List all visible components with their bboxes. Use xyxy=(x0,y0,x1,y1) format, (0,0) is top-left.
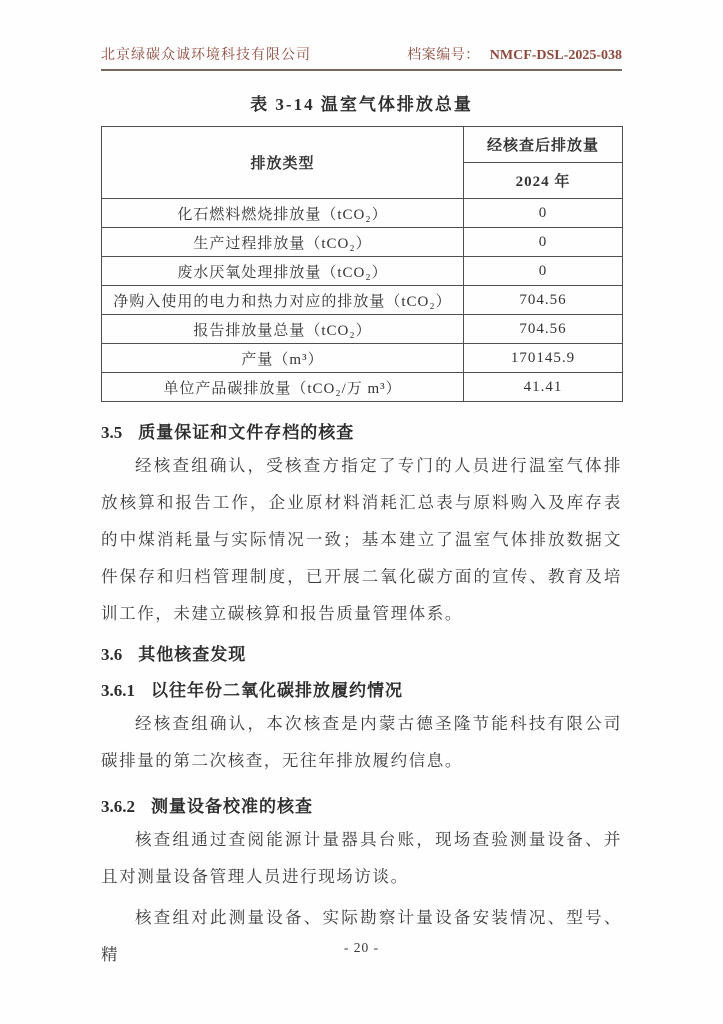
section-3-6-1-paragraph: 经核查组确认，本次核查是内蒙古德圣隆节能科技有限公司碳排量的第二次核查，无往年排放履约信息。 xyxy=(101,714,622,770)
section-title: 其他核查发现 xyxy=(138,645,247,664)
row-value: 0 xyxy=(464,199,623,228)
row-label: 净购入使用的电力和热力对应的排放量（tCO₂） xyxy=(102,286,464,315)
section-3-6-2-paragraph-2: 核查组对此测量设备、实际勘察计量设备安装情况、型号、精 xyxy=(101,908,622,964)
column-header-verified-emissions: 经核查后排放量 xyxy=(464,127,623,163)
table-row xyxy=(102,199,623,228)
section-title: 以往年份二氧化碳排放履约情况 xyxy=(151,681,403,700)
table-header-row xyxy=(102,127,623,163)
file-number-value: NMCF-DSL-2025-038 xyxy=(489,48,622,63)
row-label: 生产过程排放量（tCO₂） xyxy=(102,228,464,257)
section-3-5-paragraph: 经核查组确认，受核查方指定了专门的人员进行温室气体排放核算和报告工作，企业原材料消耗汇总表与原料购入及库存表的中煤消耗量与实际情况一致；基本建立了温室气体排放数据文件保存和归档管理制度，已开展二氧化碳方面的宣传、教育及培训工作，未建立碳核算和报告质量管理体系。 xyxy=(101,456,622,623)
row-value: 704.56 xyxy=(464,315,623,344)
table-row xyxy=(102,257,623,286)
section-heading-3-6 xyxy=(101,640,622,665)
row-label: 报告排放量总量（tCO₂） xyxy=(102,315,464,344)
section-number: 3.5 xyxy=(101,423,123,442)
row-value: 41.41 xyxy=(464,373,623,402)
row-value: 170145.9 xyxy=(464,344,623,373)
table-row xyxy=(102,373,623,402)
section-heading-3-6-2 xyxy=(101,792,622,817)
file-number xyxy=(407,44,622,64)
row-label: 产量（m³） xyxy=(102,344,464,373)
section-title: 质量保证和文件存档的核查 xyxy=(138,423,355,442)
section-heading-3-6-1 xyxy=(101,676,622,701)
row-value: 0 xyxy=(464,257,623,286)
section-number: 3.6.1 xyxy=(101,681,135,700)
table-row xyxy=(102,344,623,373)
table-row xyxy=(102,315,623,344)
row-value: 0 xyxy=(464,228,623,257)
row-label: 废水厌氧处理排放量（tCO₂） xyxy=(102,257,464,286)
page-number: - 20 - xyxy=(343,940,380,955)
column-subheader-year: 2024 年 xyxy=(464,163,623,199)
row-label: 单位产品碳排放量（tCO₂/万 m³） xyxy=(102,373,464,402)
section-3-6-2-paragraph-1: 核查组通过查阅能源计量器具台账，现场查验测量设备、并且对测量设备管理人员进行现场访谈。 xyxy=(101,830,622,886)
section-number: 3.6.2 xyxy=(101,797,135,816)
row-value: 704.56 xyxy=(464,286,623,315)
table-title: 表 3-14 温室气体排放总量 xyxy=(250,95,473,114)
table-row xyxy=(102,286,623,315)
section-title: 测量设备校准的核查 xyxy=(151,797,313,816)
page-content xyxy=(101,44,622,973)
section-number: 3.6 xyxy=(101,645,123,664)
file-number-label: 档案编号： xyxy=(407,48,480,63)
table-row xyxy=(102,228,623,257)
column-header-emission-type: 排放类型 xyxy=(102,127,464,199)
emissions-table xyxy=(101,126,623,402)
company-name: 北京绿碳众诚环境科技有限公司 xyxy=(101,48,311,63)
row-label: 化石燃料燃烧排放量（tCO₂） xyxy=(102,199,464,228)
page-header xyxy=(101,44,622,71)
section-heading-3-5 xyxy=(101,418,622,443)
